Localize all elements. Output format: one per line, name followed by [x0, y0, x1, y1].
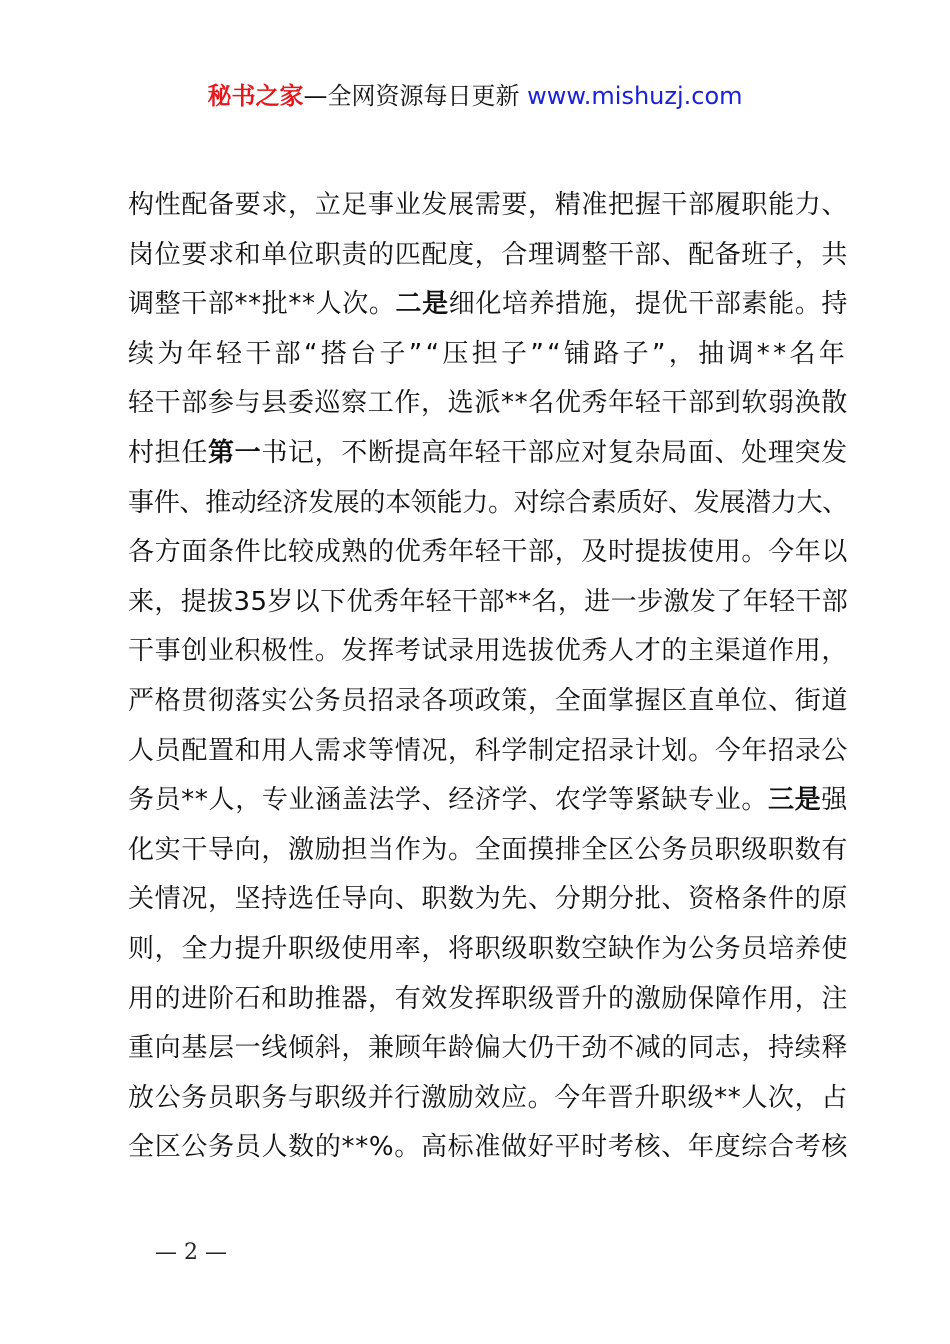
- header-tagline: —全网资源每日更新: [303, 82, 528, 110]
- text-segment: 干事创业积极性。发挥考试录用选拔优秀人才的主渠道作用，: [128, 636, 849, 667]
- brand-name: 秘书之家: [207, 82, 304, 110]
- text-line: [128, 181, 848, 231]
- text-segment: 事件、推动经济发展的本领能力。对综合素质好、发展潜力大、: [128, 487, 848, 518]
- page-number: — 2 —: [155, 1240, 227, 1265]
- text-line: [128, 1024, 848, 1074]
- text-segment: 细化培养措施，提优干部素能。持: [448, 289, 849, 320]
- text-segment: 化实干导向，激励担当作为。全面摸排全区公务员职级职数有: [128, 834, 849, 865]
- page-header: [0, 80, 950, 112]
- text-segment: 全区公务员人数的**%。高标准做好平时考核、年度综合考核: [128, 1132, 849, 1163]
- bold-text-segment: 三是: [768, 785, 822, 816]
- text-segment: 构性配备要求，立足事业发展需要，精准把握干部履职能力、: [128, 190, 849, 220]
- text-segment: 严格贯彻落实公务员招录各项政策，全面掌握区直单位、街道: [128, 685, 849, 716]
- text-line: [128, 925, 848, 975]
- text-line: [128, 975, 848, 1025]
- text-line: [128, 280, 848, 330]
- text-segment: 人员配置和用人需求等情况，科学制定招录计划。今年招录公: [128, 735, 849, 766]
- text-segment: 续为年轻干部“搭台子”“压担子”“铺路子”，抽调**名年: [128, 338, 849, 369]
- text-segment: 书记，不断提高年轻干部应对复杂局面、处理突发: [261, 437, 848, 468]
- text-segment: 村担任: [128, 437, 208, 468]
- body-text: [128, 181, 848, 1173]
- text-line: [128, 479, 848, 529]
- website-link[interactable]: www.mishuzj.com: [527, 82, 743, 110]
- text-segment: 关情况，坚持选任导向、职数为先、分期分批、资格条件的原: [128, 884, 849, 915]
- text-segment: 则，全力提升职级使用率，将职级职数空缺作为公务员培养使: [128, 933, 849, 964]
- text-segment: 放公务员职务与职级并行激励效应。今年晋升职级**人次，占: [128, 1082, 848, 1113]
- bold-text-segment: 第一: [207, 437, 262, 468]
- text-line: [128, 727, 848, 777]
- text-segment: 重向基层一线倾斜，兼顾年龄偏大仍干劲不减的同志，持续释: [128, 1033, 849, 1064]
- text-line: [128, 1123, 848, 1173]
- text-line: [128, 429, 848, 479]
- text-line: [128, 677, 848, 727]
- text-segment: 务员**人，专业涵盖法学、经济学、农学等紧缺专业。: [128, 785, 769, 816]
- text-segment: 强: [821, 785, 848, 816]
- text-segment: 用的进阶石和助推器，有效发挥职级晋升的激励保障作用，注: [128, 983, 849, 1014]
- text-line: [128, 379, 848, 429]
- bold-text-segment: 二是: [395, 289, 449, 320]
- text-segment: 岗位要求和单位职责的匹配度，合理调整干部、配备班子，共: [128, 239, 849, 270]
- text-line: [128, 330, 848, 380]
- text-line: [128, 627, 848, 677]
- text-segment: 调整干部**批**人次。: [128, 289, 396, 320]
- text-line: [128, 528, 848, 578]
- text-segment: 各方面条件比较成熟的优秀年轻干部，及时提拔使用。今年以: [128, 537, 849, 568]
- text-line: [128, 1074, 848, 1124]
- text-line: [128, 826, 848, 876]
- text-segment: 来，提拔35岁以下优秀年轻干部**名，进一步激发了年轻干部: [128, 586, 849, 617]
- text-line: [128, 776, 848, 826]
- text-line: [128, 875, 848, 925]
- text-line: [128, 578, 848, 628]
- text-line: [128, 231, 848, 281]
- text-segment: 轻干部参与县委巡察工作，选派**名优秀年轻干部到软弱涣散: [128, 388, 848, 419]
